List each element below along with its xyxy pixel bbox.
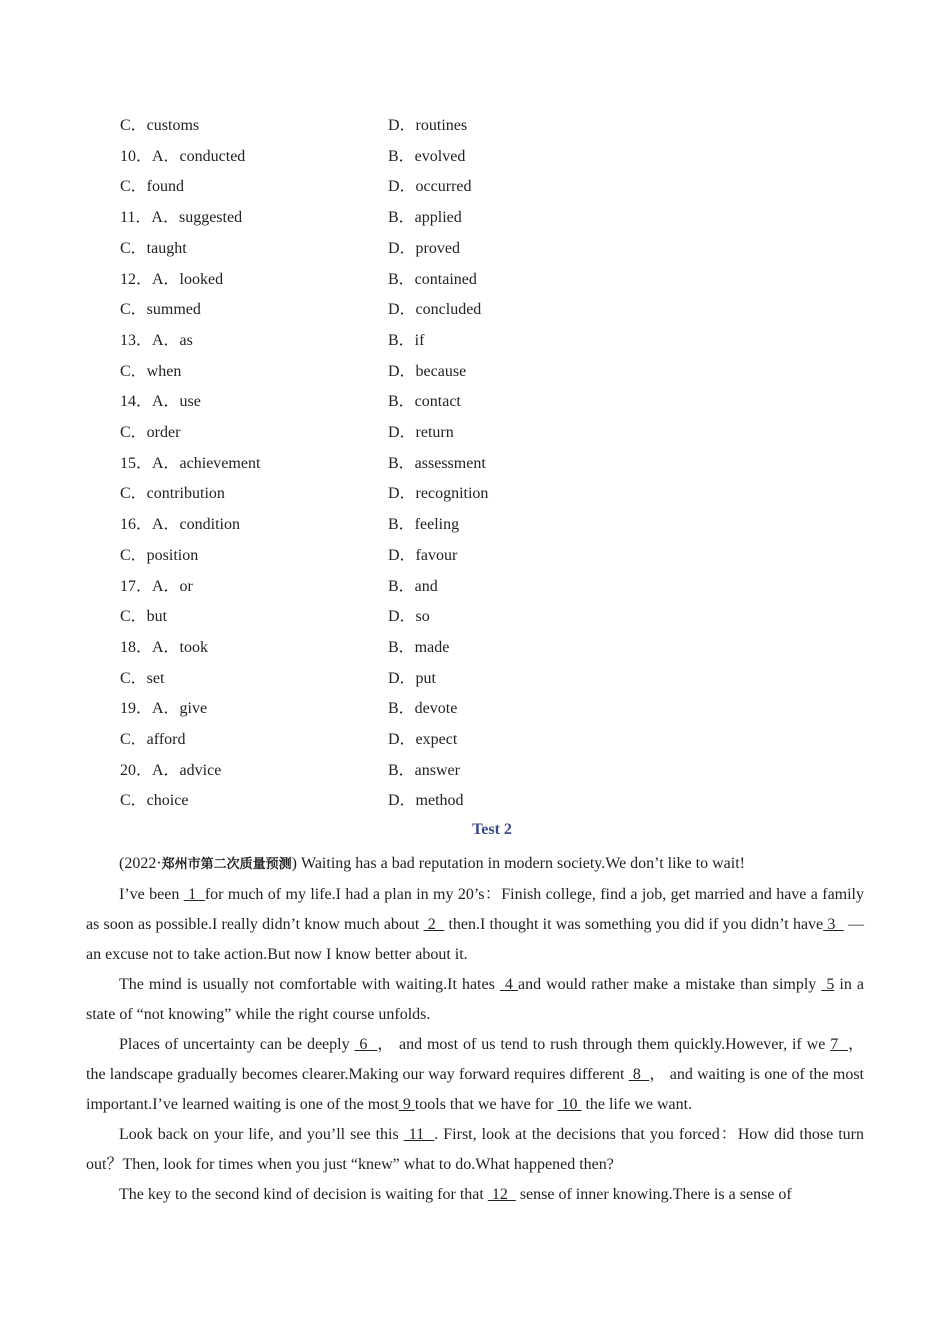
option-row [0,791,950,822]
option-left: 16．A．condition [120,516,240,534]
option-right: B．contained [388,270,477,288]
option-row [0,638,950,669]
option-left: C．but [120,608,168,626]
passage [86,849,864,1210]
paragraph-2 [86,880,864,970]
blank-12: 12 [487,1186,516,1203]
blank-10: 10 [557,1096,582,1113]
option-right: D．return [388,424,454,441]
option-right: D．occurred [388,178,472,196]
text: — an excuse not to take action.But now I know better about it. [86,916,865,963]
option-row [0,177,950,208]
blank-2: 2 [423,916,445,933]
text: The mind is usually not comfortable with waiting.It hates [119,976,500,993]
option-right: B．made [388,638,450,656]
option-left: 18．A．took [120,638,209,656]
option-row [0,147,950,178]
option-right: D．proved [388,239,460,257]
text: the life we want. [581,1096,693,1113]
option-right: D．so [388,608,430,626]
option-right: B．answer [388,761,460,779]
blank-7: 7 [830,1036,848,1053]
option-left: C．set [120,669,165,687]
source-label: 郑州市第二次质量预测 [161,857,292,872]
blank-4: 4 [499,976,518,993]
option-left: C．choice [120,792,189,810]
option-row [0,208,950,239]
option-left: 17．A．or [120,577,193,595]
option-row [0,239,950,270]
blank-5: 5 [821,976,835,993]
text: then.I thought it was something you did if you didn’t have [444,916,824,933]
option-row [0,331,950,362]
blank-8: 8 [628,1066,650,1083]
option-left: 13．A．as [120,331,193,349]
text: . First, look at the decisions that you forced：How did those turn out？Then, look for times when you just “knew” what to do.What happened then? [86,1126,864,1173]
option-row [0,300,950,331]
option-row [0,546,950,577]
blank-11: 11 [403,1126,435,1143]
option-right: B．and [388,577,438,595]
option-row [0,392,950,423]
option-right: D．recognition [388,485,489,503]
option-row [0,484,950,515]
option-row [0,270,950,301]
text: Look back on your life, and you’ll see this [119,1126,404,1143]
text: The key to the second kind of decision is waiting for that [119,1186,488,1203]
option-left: 14．A．use [120,393,201,411]
text: and would rather make a mistake than simply [517,976,822,993]
paragraph-6 [86,1180,864,1210]
text: Places of uncertainty can be deeply [119,1036,355,1053]
option-row [0,730,950,761]
option-right: B．feeling [388,516,460,534]
option-row [0,761,950,792]
option-right: B．if [388,331,425,349]
text: ， the landscape gradually becomes clearer.Making our way forward requires different [86,1036,864,1083]
option-row [0,423,950,454]
option-left: 12．A．looked [120,270,224,288]
option-left: 15．A．achievement [120,454,261,472]
paragraph-1 [86,849,864,880]
option-right: B．devote [388,700,458,718]
option-right: B．contact [388,393,461,411]
text: (2022· [119,855,162,872]
option-left: C．order [120,424,181,441]
option-left: 19．A．give [120,700,208,718]
text: ) Waiting has a bad reputation in modern society.We don’t like to wait! [291,855,745,872]
option-right: B．assessment [388,454,486,472]
option-left: C．afford [120,731,186,748]
option-left: 20．A．advice [120,761,222,779]
text: tools that we have for [414,1096,558,1113]
option-row [0,699,950,730]
option-row [0,669,950,700]
text: for much of my life.I had a plan in my 20’s：Finish college, find a job, get married and have a family as soon as possible.I really didn’t know much about [86,886,865,933]
paragraph-5 [86,1120,864,1180]
option-row [0,362,950,393]
option-right: D．routines [388,117,468,134]
option-right: D．concluded [388,301,482,319]
option-right: D．favour [388,546,458,564]
blank-1: 1 [183,886,205,903]
option-left: C．customs [120,117,200,134]
text: ， and waiting is one of the most important.I’ve learned waiting is one of the most [86,1066,864,1113]
option-left: C．summed [120,301,201,319]
test-title: Test 2 [472,821,512,838]
option-row [0,515,950,546]
option-right: D．expect [388,731,458,748]
option-left: 11．A．suggested [120,209,243,227]
option-left: C．contribution [120,485,225,503]
blank-3: 3 [823,916,844,933]
text: sense of inner knowing.There is a sense of [515,1186,792,1203]
blank-9: 9 [398,1096,415,1113]
option-right: D．put [388,669,437,687]
option-right: B．applied [388,209,462,227]
text: ， and most of us tend to rush through them quickly.However, if we [377,1036,831,1053]
option-right: D．because [388,362,467,380]
option-left: C．taught [120,239,187,257]
option-right: B．evolved [388,147,466,165]
option-row [0,116,950,147]
blank-6: 6 [354,1036,378,1053]
paragraph-3 [86,970,864,1030]
option-left: 10．A．conducted [120,147,246,165]
option-row [0,607,950,638]
text: in a state of “not knowing” while the right course unfolds. [86,976,865,1023]
text: I’ve been [119,886,184,903]
option-left: C．position [120,546,199,564]
option-left: C．when [120,362,182,380]
option-right: D．method [388,792,464,810]
paragraph-4 [86,1030,864,1120]
option-left: C．found [120,178,185,196]
option-row [0,577,950,608]
option-row [0,454,950,485]
